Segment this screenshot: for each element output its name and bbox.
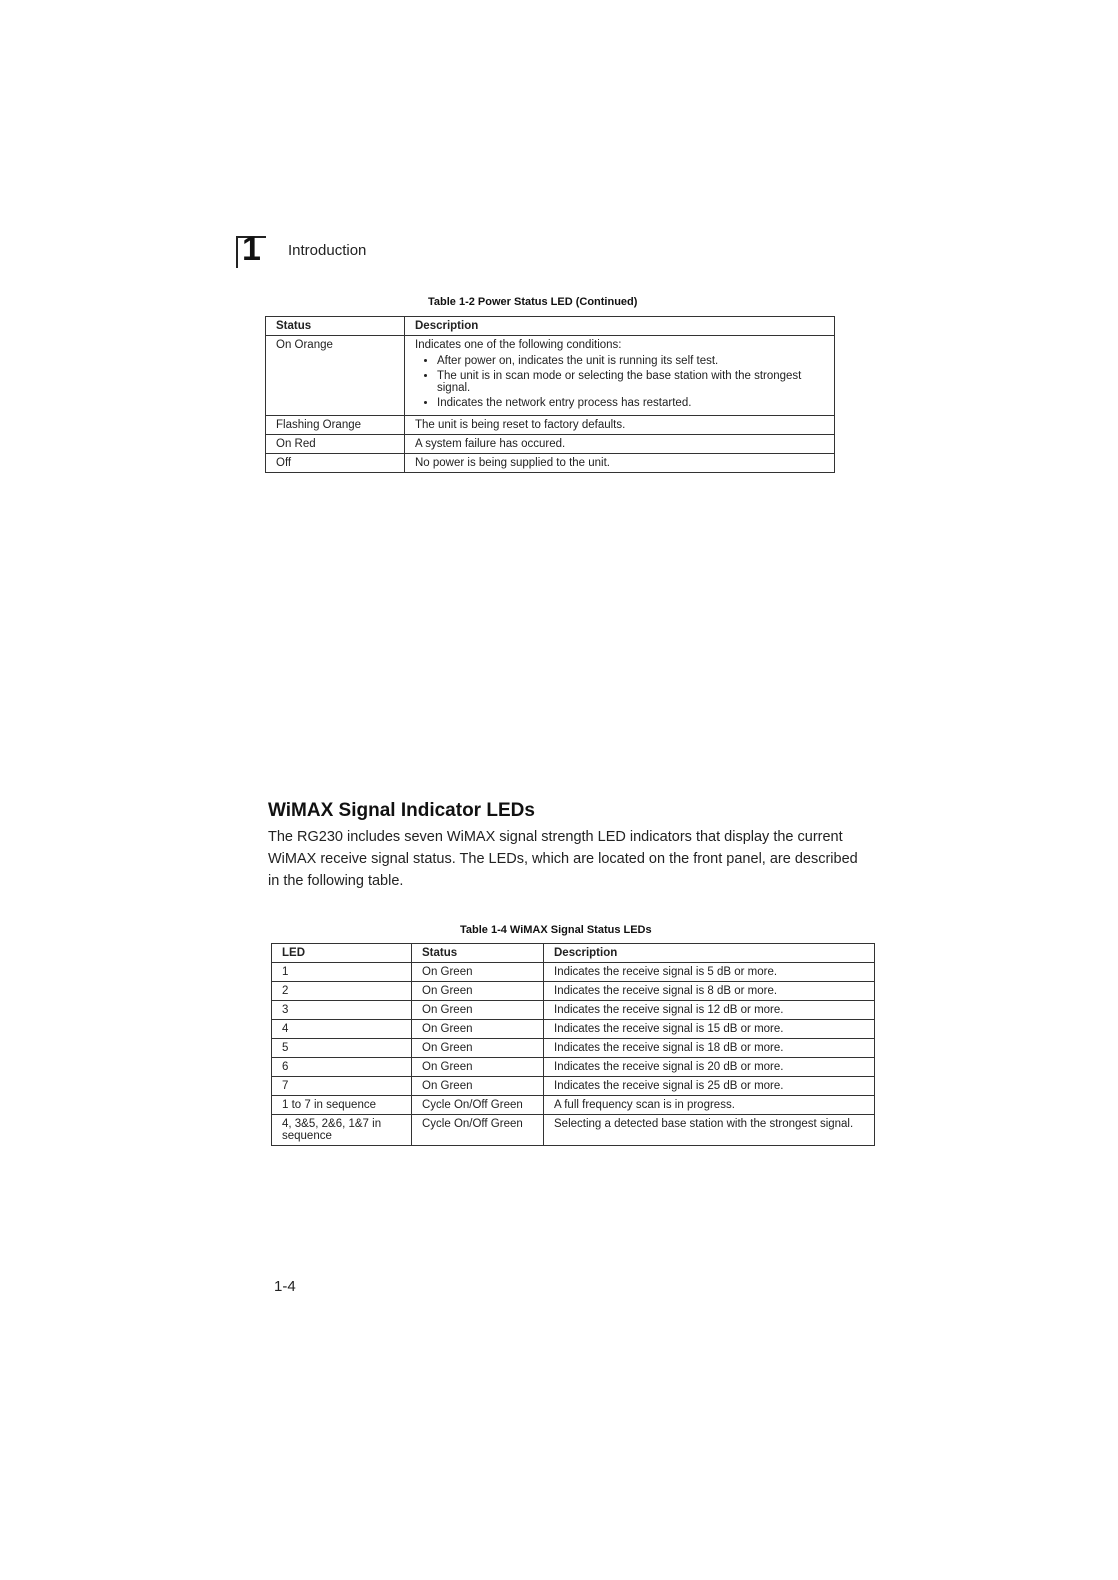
description-cell: Indicates the receive signal is 25 dB or more. [544,1077,875,1096]
status-cell: On Green [412,1077,544,1096]
table-row [272,982,875,1001]
description-cell: Indicates the receive signal is 15 dB or more. [544,1020,875,1039]
led-cell: 3 [272,1001,412,1020]
column-header: Status [266,317,405,336]
description-cell [405,336,835,416]
led-cell: 4, 3&5, 2&6, 1&7 in sequence [272,1115,412,1146]
table-row [272,963,875,982]
list-item: • After power on, indicates the unit is running its self test. [437,355,824,367]
status-cell: Cycle On/Off Green [412,1115,544,1146]
status-cell: On Green [412,963,544,982]
status-cell: On Green [412,1039,544,1058]
column-header: LED [272,944,412,963]
list-item: • The unit is in scan mode or selecting the base station with the strongest signal. [437,370,824,394]
section-title: WiMAX Signal Indicator LEDs [268,800,535,821]
description-cell: No power is being supplied to the unit. [405,454,835,473]
table-row [272,1020,875,1039]
table-row [272,1001,875,1020]
table-row [272,1077,875,1096]
status-cell: On Green [412,1020,544,1039]
description-cell: A full frequency scan is in progress. [544,1096,875,1115]
description-cell: Indicates the receive signal is 20 dB or more. [544,1058,875,1077]
description-cell: Selecting a detected base station with the strongest signal. [544,1115,875,1146]
chapter-title: Introduction [288,242,367,259]
table-row [266,416,835,435]
status-cell: On Green [412,1001,544,1020]
status-cell: On Orange [266,336,405,416]
description-cell: Indicates the receive signal is 8 dB or more. [544,982,875,1001]
status-cell: Cycle On/Off Green [412,1096,544,1115]
description-cell: A system failure has occured. [405,435,835,454]
led-cell: 2 [272,982,412,1001]
led-cell: 7 [272,1077,412,1096]
table-header-row [272,944,875,963]
led-cell: 1 [272,963,412,982]
status-cell: Flashing Orange [266,416,405,435]
table-signal-caption: Table 1-4 WiMAX Signal Status LEDs [460,924,652,936]
column-header: Status [412,944,544,963]
table-row [266,336,835,416]
chapter-number: 1 [242,230,261,268]
description-cell: Indicates the receive signal is 18 dB or more. [544,1039,875,1058]
power-status-table [265,316,835,473]
status-cell: On Green [412,982,544,1001]
led-cell: 5 [272,1039,412,1058]
column-header: Description [405,317,835,336]
table-row [272,1115,875,1146]
table-power-caption: Table 1-2 Power Status LED (Continued) [428,296,638,308]
table-row [266,454,835,473]
led-cell: 6 [272,1058,412,1077]
led-cell: 1 to 7 in sequence [272,1096,412,1115]
section-body: The RG230 includes seven WiMAX signal strength LED indicators that display the current WiMAX receive signal status. The LEDs, which are located on the front panel, are described in the following table. [268,829,858,889]
table-row [266,435,835,454]
led-cell: 4 [272,1020,412,1039]
table-row [272,1058,875,1077]
table-row [272,1096,875,1115]
page-number: 1-4 [274,1278,296,1295]
signal-status-table [271,943,875,1146]
list-item: • Indicates the network entry process has restarted. [437,397,824,409]
column-header: Description [544,944,875,963]
status-cell: On Red [266,435,405,454]
description-cell: Indicates the receive signal is 5 dB or more. [544,963,875,982]
description-cell: Indicates the receive signal is 12 dB or more. [544,1001,875,1020]
status-cell: On Green [412,1058,544,1077]
table-header-row [266,317,835,336]
table-row [272,1039,875,1058]
description-intro: Indicates one of the following conditions: [415,339,622,351]
description-cell: The unit is being reset to factory defaults. [405,416,835,435]
status-cell: Off [266,454,405,473]
condition-list [415,355,824,409]
